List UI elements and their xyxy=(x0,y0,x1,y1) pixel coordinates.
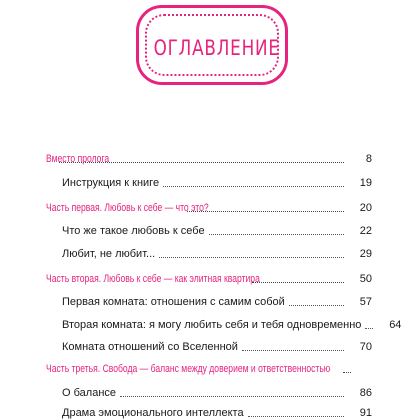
toc-entry[interactable] xyxy=(0,220,420,238)
toc-page-number: 91 xyxy=(359,407,372,419)
toc-entry-title: Драма эмоционального интеллекта xyxy=(62,407,244,419)
toc-entry-title: Комната отношений со Вселенной xyxy=(62,341,238,353)
toc-entry[interactable] xyxy=(0,148,420,166)
dot-leader xyxy=(242,350,344,351)
toc-entry-title: Первая комната: отношения с самим собой xyxy=(62,296,285,308)
title-badge xyxy=(136,5,288,85)
dot-leader xyxy=(289,305,344,306)
toc-page-number: 29 xyxy=(359,248,372,260)
dot-leader xyxy=(120,396,344,397)
toc-page-number: 22 xyxy=(359,225,372,237)
toc-entry-title: О балансе xyxy=(62,387,117,399)
dot-leader xyxy=(248,416,344,417)
dot-leader xyxy=(252,282,344,283)
toc-page-number: 86 xyxy=(359,387,372,399)
toc-entry-title: Часть вторая. Любовь к себе — как элитная квартира xyxy=(46,273,260,285)
toc-page-number: 8 xyxy=(365,153,372,165)
toc-entry-title: Вместо пролога xyxy=(46,153,110,165)
dot-leader xyxy=(163,186,344,187)
toc-entry-title: Что же такое любовь к себе xyxy=(62,225,205,237)
toc-entry[interactable] xyxy=(0,402,420,420)
dot-leader xyxy=(159,257,344,258)
toc-page-number: 20 xyxy=(359,202,372,214)
toc-entry[interactable] xyxy=(0,243,420,261)
page-title: ОГЛАВЛЕНИЕ xyxy=(153,36,280,60)
toc-entry[interactable] xyxy=(0,268,420,286)
toc-entry-title: Часть первая. Любовь к себе — что это? xyxy=(46,202,209,214)
toc-entry-title: Любит, не любит... xyxy=(62,248,156,260)
toc-entry-title: Инструкция к книге xyxy=(62,177,160,189)
toc-page-number: 64 xyxy=(389,319,402,331)
toc-entry[interactable] xyxy=(0,336,420,354)
toc-entry[interactable] xyxy=(0,172,420,190)
toc-entry-title: Вторая комната: я могу любить себя и тебя одновременно xyxy=(62,319,362,331)
dot-leader xyxy=(187,211,344,212)
toc-entry-title: Часть третья. Свобода — баланс между доверием и ответственностью xyxy=(46,363,331,375)
dot-leader xyxy=(343,372,351,373)
toc-page-number: 50 xyxy=(359,273,372,285)
toc-entry[interactable] xyxy=(0,314,420,332)
toc-page-number: 57 xyxy=(359,296,372,308)
toc-page-number: 19 xyxy=(359,177,372,189)
toc-entry[interactable] xyxy=(0,358,420,376)
toc-entry[interactable] xyxy=(0,382,420,400)
dot-leader xyxy=(365,328,373,329)
toc-entry[interactable] xyxy=(0,291,420,309)
toc-page-number: 70 xyxy=(359,341,372,353)
dot-leader xyxy=(209,234,344,235)
toc-entry[interactable] xyxy=(0,197,420,215)
